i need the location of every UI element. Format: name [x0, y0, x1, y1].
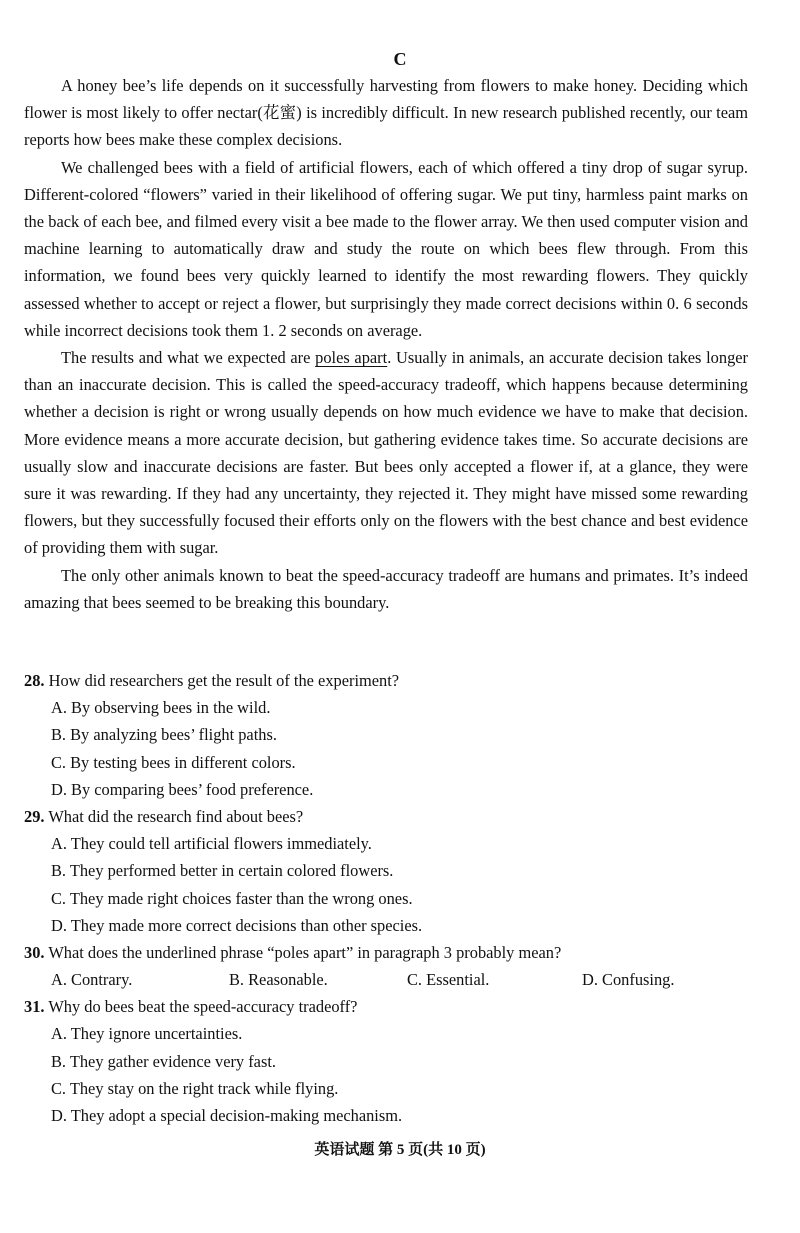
- option-c: C. They stay on the right track while flying.: [51, 1078, 339, 1098]
- option-a: A. By observing bees in the wild.: [51, 698, 271, 718]
- paragraph-3-text-after: . Usually in animals, an accurate decision takes longer than an inaccurate decision. This is called the speed-accuracy tradeoff, which happens because determining whether a decision is right or wrong usually depends on how much evidence we have to make that decision. More evidence means a more accurate decision, but gathering evidence takes time. So accurate decisions are usually slow and inaccurate decisions are faster. But bees only accepted a flower if, at a glance, they were sure it was rewarding. If they had any uncertainty, they rejected it. They might have missed some rewarding flowers, but they successfully focused their efforts only on the flowers with the best chance and best evidence of providing them with sugar.: [24, 348, 749, 558]
- option-b: B. They performed better in certain colored flowers.: [51, 861, 394, 881]
- question-text: Why do bees beat the speed-accuracy tradeoff?: [48, 997, 358, 1017]
- question-stem: [24, 667, 748, 694]
- passage-paragraph-2: We challenged bees with a field of artificial flowers, each of which offered a tiny drop of sugar syrup. Different-colored “flowers” varied in their likelihood of offering sugar. We put tiny, harmless paint marks on the back of each bee, and filmed every visit a bee made to the flower array. We then used computer vision and machine learning to automatically draw and study the route on which bees flew through. From this information, we found bees very quickly learned to identify the most rewarding flowers. They quickly assessed whether to accept or reject a flower, but surprisingly they made correct decisions within 0. 6 seconds while incorrect decisions took them 1. 2 seconds on average.: [24, 157, 748, 340]
- paragraph-3-text-before: The results and what we expected are: [61, 348, 316, 368]
- passage-paragraph-3: [24, 344, 748, 562]
- question-29: [24, 803, 748, 939]
- passage-paragraph-1: A honey bee’s life depends on it successfully harvesting from flowers to make honey. Deciding which flower is most likely to offer nectar(花蜜) is incredibly difficult. In new research published recently, our team reports how bees make these complex decisions.: [24, 76, 748, 150]
- underlined-phrase: poles apart: [315, 348, 388, 368]
- question-text: What did the research find about bees?: [48, 806, 304, 826]
- question-text: How did researchers get the result of the experiment?: [48, 671, 400, 690]
- option-b: B. They gather evidence very fast.: [51, 1051, 276, 1071]
- option-b: B. By analyzing bees’ flight paths.: [51, 725, 277, 745]
- question-30: [24, 939, 748, 993]
- page-footer: 英语试题 第 5 页(共 10 页): [314, 1142, 486, 1158]
- question-number: 28.: [24, 671, 45, 690]
- option-b: B. Reasonable.: [229, 970, 328, 990]
- question-stem: [24, 939, 748, 966]
- option-c: C. By testing bees in different colors.: [51, 752, 296, 772]
- option-a: A. They ignore uncertainties.: [51, 1024, 243, 1044]
- question-text: What does the underlined phrase “poles apart” in paragraph 3 probably mean?: [48, 942, 562, 962]
- question-number: 29.: [24, 806, 45, 826]
- option-d: D. Confusing.: [582, 970, 675, 990]
- question-stem: [24, 803, 748, 830]
- question-stem: [24, 993, 748, 1020]
- option-d: D. They made more correct decisions than other species.: [51, 915, 423, 935]
- option-a: A. Contrary.: [51, 970, 133, 990]
- option-d: D. By comparing bees’ food preference.: [51, 779, 314, 799]
- question-28: [24, 667, 748, 803]
- question-list: [24, 667, 748, 1129]
- option-a: A. They could tell artificial flowers immediately.: [51, 834, 372, 854]
- option-c: C. They made right choices faster than the wrong ones.: [51, 888, 413, 908]
- option-row: [24, 966, 748, 993]
- question-number: 31.: [24, 997, 45, 1017]
- option-d: D. They adopt a special decision-making mechanism.: [51, 1106, 403, 1125]
- passage-paragraph-4: The only other animals known to beat the speed-accuracy tradeoff are humans and primates. It’s indeed amazing that bees seemed to be breaking this boundary.: [24, 565, 748, 612]
- option-c: C. Essential.: [407, 970, 490, 990]
- section-heading: C: [393, 49, 407, 69]
- reading-passage: [24, 72, 748, 616]
- question-31: [24, 993, 748, 1129]
- question-number: 30.: [24, 942, 45, 962]
